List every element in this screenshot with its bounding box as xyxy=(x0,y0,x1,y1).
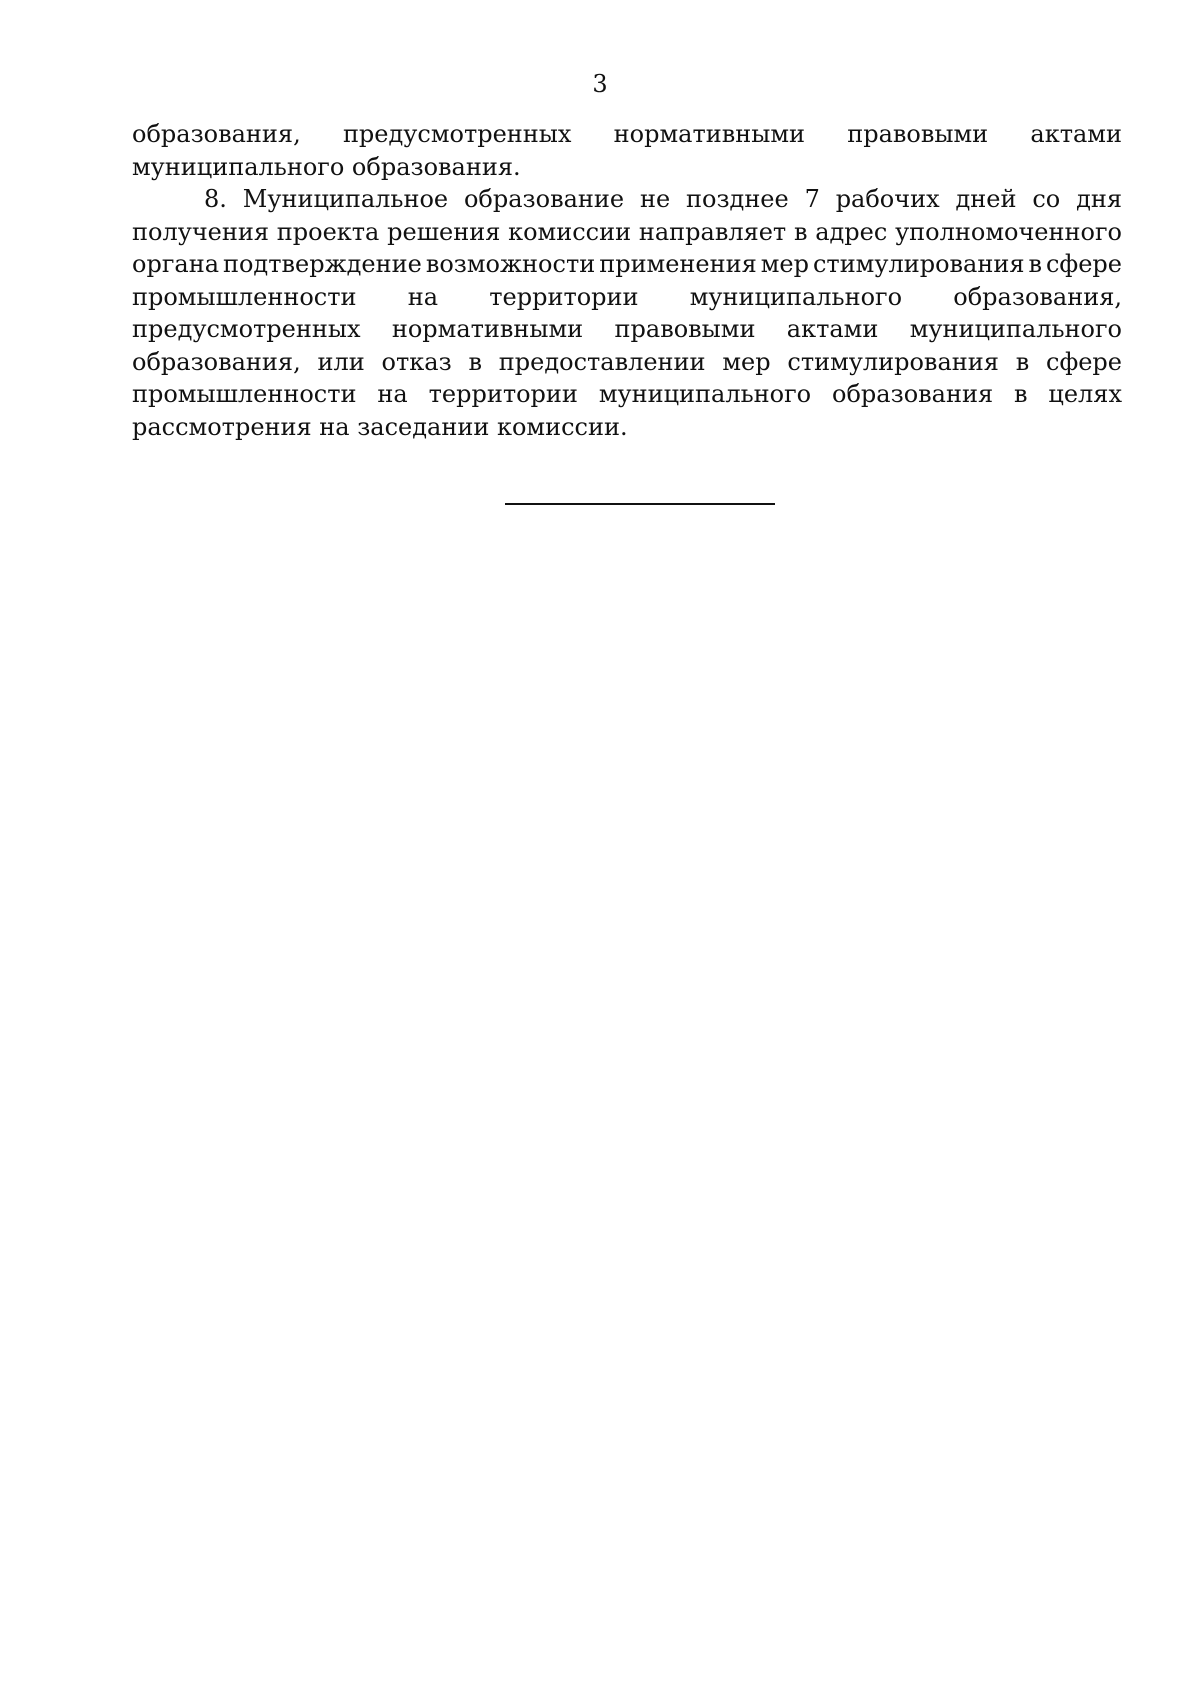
word: не xyxy=(639,185,671,213)
word: образования, xyxy=(132,120,301,148)
text-line xyxy=(132,346,1122,379)
text-line xyxy=(132,216,1122,249)
text-line xyxy=(132,378,1122,411)
word: территории xyxy=(428,380,578,408)
word: направляет xyxy=(638,217,787,246)
word: актами xyxy=(1030,120,1122,148)
word: промышленности xyxy=(132,380,357,408)
word: стимулирования xyxy=(812,250,1025,278)
word: 7 xyxy=(804,185,820,213)
word: сфере xyxy=(1045,250,1122,278)
word: предусмотренных xyxy=(342,120,572,148)
word: муниципального образования. xyxy=(132,152,521,181)
word: нормативными xyxy=(613,120,806,148)
word: мер xyxy=(722,347,771,376)
word: предоставлении xyxy=(498,347,706,376)
word: целях xyxy=(1048,380,1122,408)
word: муниципального xyxy=(598,380,812,408)
word: правовыми xyxy=(614,315,756,343)
word: образования, xyxy=(953,282,1122,311)
document-body xyxy=(132,118,1122,443)
paragraph-continuation xyxy=(132,118,1122,183)
word: на xyxy=(407,282,439,311)
text-line xyxy=(132,411,1122,444)
word: рассмотрения на заседании комиссии. xyxy=(132,412,628,441)
word: нормативными xyxy=(391,315,584,343)
word: 8. xyxy=(204,185,227,213)
word: со xyxy=(1032,185,1061,213)
word: Муниципальное xyxy=(242,185,449,213)
text-line xyxy=(132,151,1122,184)
word: комиссии xyxy=(508,217,632,246)
word: образование xyxy=(463,185,625,213)
word: правовыми xyxy=(847,120,989,148)
page-number: 3 xyxy=(592,70,608,98)
word: решения xyxy=(387,217,501,246)
word: территории xyxy=(489,282,639,311)
word: сфере xyxy=(1046,347,1122,376)
word: в xyxy=(793,217,808,246)
text-line xyxy=(132,118,1122,151)
word: или xyxy=(317,347,365,376)
word: адрес xyxy=(815,217,888,246)
text-line xyxy=(132,281,1122,314)
word: применения xyxy=(599,250,757,278)
word: подтверждение xyxy=(222,250,422,278)
word: уполномоченного xyxy=(895,217,1122,246)
word: получения xyxy=(132,217,270,246)
word: рабочих xyxy=(835,185,940,213)
word: позднее xyxy=(686,185,789,213)
word: в xyxy=(468,347,482,376)
word: стимулирования xyxy=(787,347,999,376)
word: возможности xyxy=(425,250,596,278)
paragraph-8 xyxy=(132,183,1122,443)
word: образования, xyxy=(132,347,301,376)
word: в xyxy=(1014,380,1028,408)
word: муниципального xyxy=(909,315,1122,343)
text-line xyxy=(132,183,1122,216)
word: проекта xyxy=(276,217,380,246)
word: муниципального xyxy=(689,282,903,311)
word: органа xyxy=(132,250,219,278)
word: в xyxy=(1015,347,1030,376)
word: отказ xyxy=(381,347,452,376)
text-line xyxy=(132,313,1122,346)
word: дней xyxy=(955,185,1017,213)
word: на xyxy=(377,380,408,408)
text-line xyxy=(132,248,1122,281)
word: образования xyxy=(832,380,994,408)
word: промышленности xyxy=(132,282,357,311)
word: актами xyxy=(786,315,879,343)
word: дня xyxy=(1076,185,1122,213)
word: предусмотренных xyxy=(132,315,361,343)
word: в xyxy=(1028,250,1042,278)
word: мер xyxy=(760,250,809,278)
end-divider xyxy=(505,503,775,505)
